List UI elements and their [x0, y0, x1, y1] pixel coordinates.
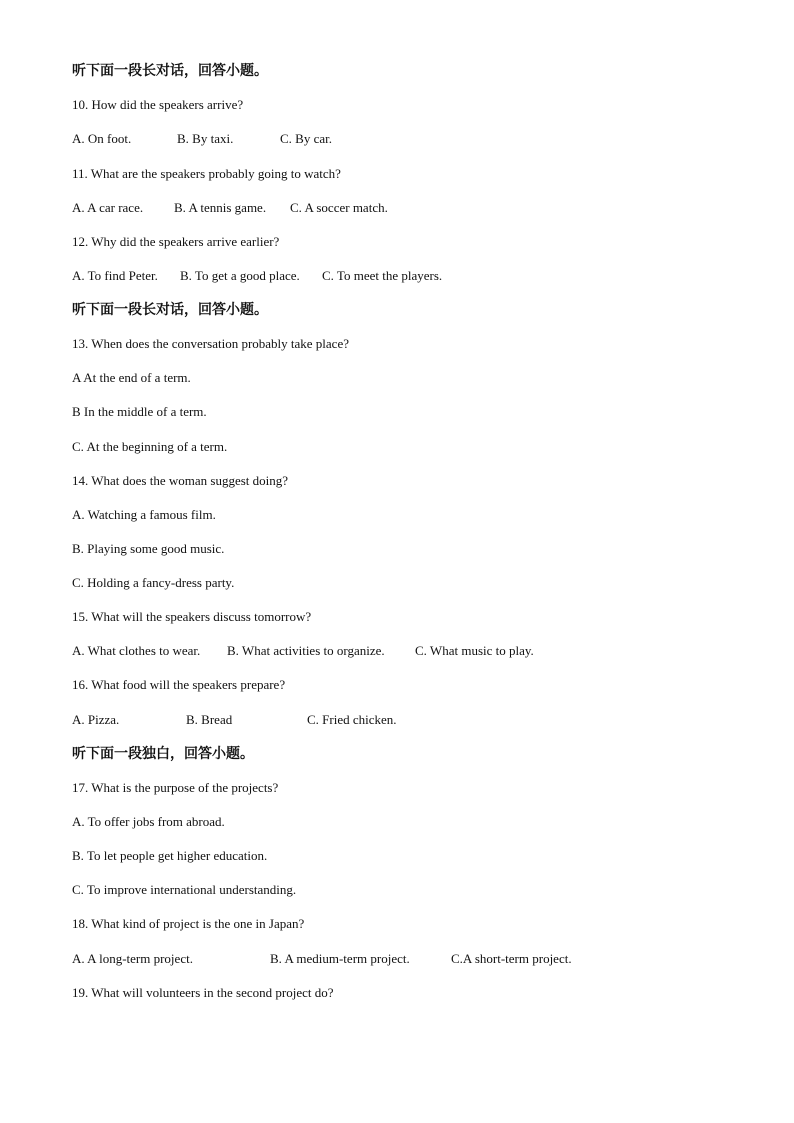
q18-option-c: C.A short-term project. [451, 951, 572, 966]
q10-option-c: C. By car. [280, 131, 332, 146]
q18-option-a: A. A long-term project. [72, 951, 193, 966]
q18-option-b: B. A medium-term project. [270, 951, 410, 966]
q17-option-a: A. To offer jobs from abroad. [72, 814, 225, 829]
q14-option-a: A. Watching a famous film. [72, 507, 216, 522]
section-heading: 听下面一段长对话，回答小题。 [72, 302, 268, 318]
question-19: 19. What will volunteers in the second project do? [72, 985, 334, 1000]
question-15: 15. What will the speakers discuss tomorrow? [72, 609, 312, 624]
q12-option-a: A. To find Peter. [72, 268, 158, 283]
q14-option-c: C. Holding a fancy-dress party. [72, 575, 235, 590]
question-12: 12. Why did the speakers arrive earlier? [72, 234, 280, 249]
q11-option-b: B. A tennis game. [174, 200, 267, 215]
q16-option-a: A. Pizza. [72, 712, 120, 727]
q15-option-b: B. What activities to organize. [227, 643, 385, 658]
q14-option-b: B. Playing some good music. [72, 541, 225, 556]
question-13: 13. When does the conversation probably take place? [72, 336, 349, 351]
q10-option-a: A. On foot. [72, 131, 132, 146]
q13-option-b: B In the middle of a term. [72, 404, 207, 419]
q11-option-a: A. A car race. [72, 200, 144, 215]
q17-option-b: B. To let people get higher education. [72, 848, 268, 863]
q17-option-c: C. To improve international understanding. [72, 882, 297, 897]
q13-option-c: C. At the beginning of a term. [72, 439, 228, 454]
q16-option-c: C. Fried chicken. [307, 712, 397, 727]
q12-option-b: B. To get a good place. [180, 268, 300, 283]
q16-option-b: B. Bread [186, 712, 233, 727]
q12-option-c: C. To meet the players. [322, 268, 443, 283]
question-11: 11. What are the speakers probably going to watch? [72, 166, 341, 181]
q10-option-b: B. By taxi. [177, 131, 234, 146]
question-16: 16. What food will the speakers prepare? [72, 677, 286, 692]
q11-option-c: C. A soccer match. [290, 200, 388, 215]
q15-option-a: A. What clothes to wear. [72, 643, 201, 658]
question-18: 18. What kind of project is the one in Japan? [72, 916, 305, 931]
section-heading: 听下面一段独白，回答小题。 [72, 746, 254, 762]
question-17: 17. What is the purpose of the projects? [72, 780, 279, 795]
question-14: 14. What does the woman suggest doing? [72, 473, 289, 488]
q15-option-c: C. What music to play. [415, 643, 534, 658]
section-heading: 听下面一段长对话，回答小题。 [72, 63, 268, 79]
q13-option-a: A At the end of a term. [72, 370, 191, 385]
question-10: 10. How did the speakers arrive? [72, 97, 244, 112]
